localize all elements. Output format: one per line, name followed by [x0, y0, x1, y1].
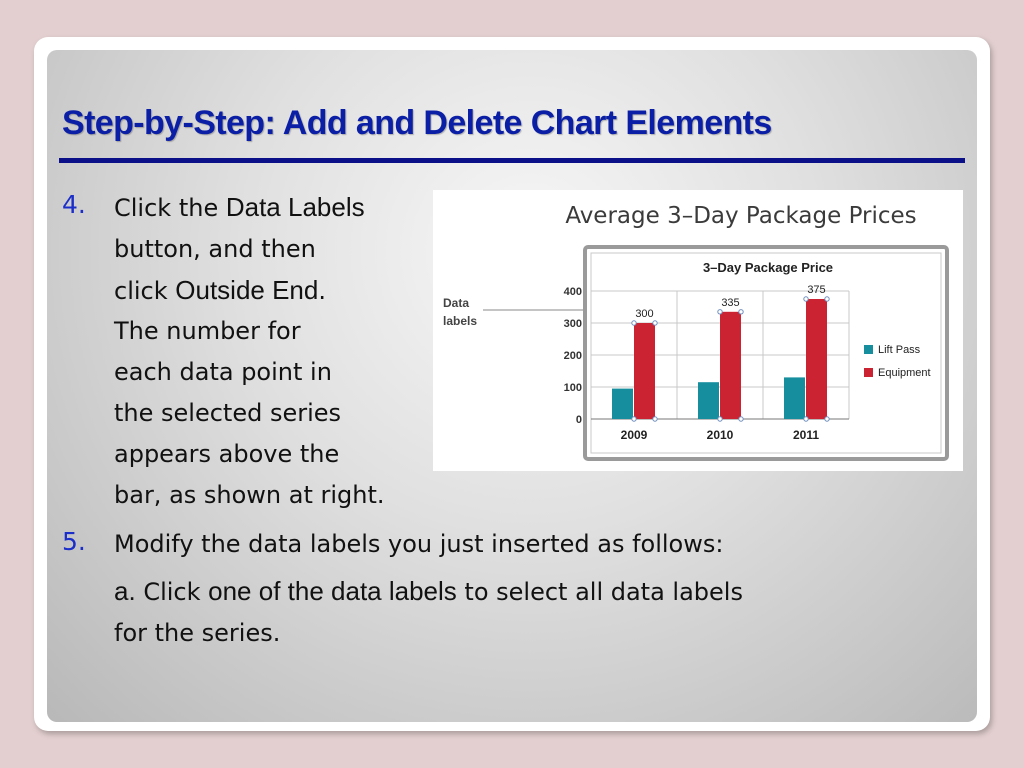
text-run: to select all data labels: [456, 578, 743, 606]
slide-title: Step-by-Step: Add and Delete Chart Elements: [62, 104, 772, 142]
callout-label-line1: Data: [443, 296, 470, 310]
x-tick-label: 2010: [706, 428, 734, 442]
step-4-line: [114, 475, 385, 516]
bar-lift-pass[interactable]: [784, 377, 805, 419]
y-tick-label: 100: [563, 382, 582, 394]
y-tick-label: 0: [575, 414, 582, 426]
step-4-line: [114, 352, 385, 393]
chart-figure: [433, 190, 963, 471]
callout-label-line2: labels: [443, 314, 478, 328]
step-4-number: 4.: [62, 190, 86, 219]
text-run: Click the: [114, 194, 226, 222]
selection-handle: [825, 417, 829, 421]
y-tick-label: 400: [563, 286, 582, 298]
substep-a: [114, 571, 743, 654]
step-4-line: [114, 229, 385, 270]
data-label[interactable]: 300: [635, 308, 654, 320]
text-run: appears above the: [114, 439, 340, 468]
title-underline: [59, 158, 965, 163]
slide: [47, 50, 977, 722]
bar-lift-pass[interactable]: [612, 389, 633, 419]
selection-handle: [718, 310, 722, 314]
text-run: bar, as shown at right.: [114, 480, 385, 509]
text-run: Modify the data labels you just inserted as follows:: [114, 530, 724, 558]
text-run: the selected series: [114, 398, 342, 427]
selection-handle: [632, 321, 636, 325]
legend-swatch: [864, 345, 873, 354]
data-label[interactable]: 375: [807, 284, 826, 296]
text-run: The number for: [114, 317, 301, 346]
selection-handle: [804, 417, 808, 421]
text-run: .: [318, 276, 326, 305]
selection-handle: [653, 417, 657, 421]
chart-title: 3–Day Package Price: [702, 260, 834, 275]
legend-label: Lift Pass: [878, 344, 921, 356]
text-run: for the series.: [114, 618, 281, 647]
legend-label: Equipment: [878, 367, 931, 379]
figure-heading: Average 3–Day Package Prices: [565, 203, 917, 229]
y-tick-label: 200: [563, 350, 582, 362]
bold-text-run: Data Labels: [225, 192, 365, 222]
selection-handle: [739, 417, 743, 421]
y-tick-label: 300: [563, 318, 582, 330]
substep-a-line: [114, 613, 743, 654]
step-4-line: [114, 393, 385, 434]
selection-handle: [718, 417, 722, 421]
substep-a-line: [114, 571, 743, 613]
step-5-number: 5.: [62, 527, 86, 556]
text-run: click: [114, 276, 176, 305]
selection-handle: [804, 297, 808, 301]
substep-label: a.: [114, 576, 136, 606]
x-tick-label: 2011: [792, 428, 820, 442]
step-5-text: [114, 524, 723, 565]
step-4-line: [114, 187, 385, 229]
step-4-line: [114, 434, 385, 475]
data-label[interactable]: 335: [721, 296, 740, 309]
bar-lift-pass[interactable]: [698, 382, 719, 419]
bar-equipment[interactable]: [806, 299, 827, 419]
text-run: each data point in: [114, 358, 332, 387]
text-run: button, and then: [114, 234, 316, 263]
bold-text-run: Outside End: [175, 274, 319, 305]
step-4-line: [114, 311, 385, 352]
chart-svg: [433, 190, 963, 471]
bar-equipment[interactable]: [720, 312, 741, 419]
chart-area[interactable]: [564, 247, 947, 459]
bar-equipment[interactable]: [634, 323, 655, 419]
text-run: Click: [135, 578, 209, 606]
selection-handle: [632, 417, 636, 421]
legend-swatch: [864, 368, 873, 377]
step-4-line: [114, 270, 385, 312]
selection-handle: [825, 297, 829, 301]
step-4-text: [114, 187, 385, 515]
x-tick-label: 2009: [620, 428, 648, 442]
selection-handle: [739, 310, 743, 314]
bold-text-run: one of the data labels: [208, 576, 457, 606]
selection-handle: [653, 321, 657, 325]
